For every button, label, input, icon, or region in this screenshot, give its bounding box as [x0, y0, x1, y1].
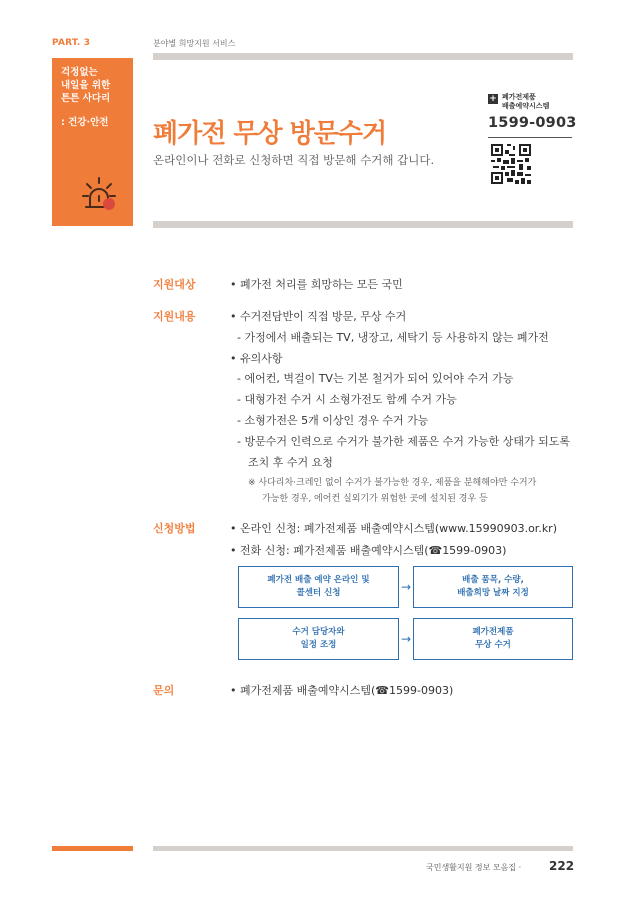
flow-step-4 [413, 618, 573, 660]
sidebar-line-1: 걱정없는 [61, 67, 98, 78]
page-subtitle: 온라인이나 전화로 신청하면 직접 방문해 수거해 갑니다. [153, 153, 435, 167]
page-title: 폐가전 무상 방문수거 [153, 119, 387, 149]
flow-step-1 [238, 566, 399, 608]
content-line-8: 조치 후 수거 요청 [248, 456, 333, 469]
top-divider [153, 53, 573, 60]
apply-line-2: • 전화 신청: 폐가전제품 배출예약시스템(☎1599-0903) [230, 544, 507, 557]
page-number: 222 [549, 859, 575, 873]
footer-accent-bar [52, 846, 133, 851]
content-line-1: • 수거전담반이 직접 방문, 무상 수거 [230, 310, 407, 323]
label-target: 지원대상 [153, 278, 196, 291]
content-line-7: - 방문수거 인력으로 수거가 불가한 제품은 수거 가능한 상태가 되도록 [237, 435, 570, 448]
content-divider [153, 221, 573, 228]
contact-label [502, 93, 549, 111]
flow-step-4-line-2: 무상 수거 [475, 640, 511, 650]
content-line-2: - 가정에서 배출되는 TV, 냉장고, 세탁기 등 사용하지 않는 폐가전 [237, 331, 549, 344]
flow-step-4-line-1: 폐가전제품 [472, 627, 514, 637]
contact-phone: 1599-0903 [488, 115, 577, 131]
content-line-5: - 대형가전 수거 시 소형가전도 함께 수거 가능 [237, 393, 457, 406]
contact-divider [488, 137, 572, 138]
content-line-3: • 유의사항 [230, 352, 283, 365]
inquiry-line-1: • 폐가전제품 배출예약시스템(☎1599-0903) [230, 684, 454, 697]
plus-icon: + [489, 94, 497, 104]
alarm-siren-icon [82, 176, 122, 212]
apply-line-1: • 온라인 신청: 폐가전제품 배출예약시스템(www.15990903.or.kr) [230, 522, 557, 535]
contact-label-2: 배출예약시스템 [502, 102, 550, 110]
content-line-6: - 소형가전은 5개 이상인 경우 수거 가능 [237, 414, 429, 427]
part-label: PART. 3 [52, 38, 91, 48]
flow-step-3 [238, 618, 399, 660]
footer-text: 국민생활지원 정보 모음집 · [426, 863, 522, 872]
contact-label-1: 폐가전제품 [502, 93, 536, 101]
chapter-sidebar [52, 58, 133, 226]
sidebar-line-2: 내일을 위한 [61, 80, 111, 91]
flow-step-2-line-2: 배출희망 날짜 지정 [457, 588, 529, 598]
flow-step-1-line-2: 콜센터 신청 [296, 588, 341, 598]
label-inquiry: 문의 [153, 684, 175, 697]
target-line-1: • 폐가전 처리를 희망하는 모든 국민 [230, 278, 403, 291]
content-line-4: - 에어컨, 벽걸이 TV는 기본 철거가 되어 있어야 수거 가능 [237, 372, 514, 385]
flow-step-2-line-1: 배출 품목, 수량, [462, 575, 524, 585]
flow-step-3-line-2: 일정 조정 [300, 640, 337, 650]
flow-step-1-line-1: 폐가전 배출 예약 온라인 및 [267, 575, 370, 585]
footer-divider [153, 846, 573, 851]
label-apply: 신청방법 [153, 522, 196, 535]
section-title: 분야별 희망지원 서비스 [153, 39, 236, 48]
flow-arrow-1: → [401, 580, 412, 594]
note-line-2: 가능한 경우, 에어컨 실외기가 위험한 곳에 설치된 경우 등 [262, 494, 488, 504]
qr-code-icon[interactable] [491, 144, 531, 184]
flow-step-3-line-1: 수거 담당자와 [292, 627, 345, 637]
label-content: 지원내용 [153, 310, 196, 323]
sidebar-line-4: : 건강·안전 [61, 117, 109, 128]
flow-step-2 [413, 566, 573, 608]
flow-arrow-2: → [401, 632, 412, 646]
sidebar-line-3: 튼튼 사다리 [61, 93, 111, 104]
note-line-1: ※ 사다리차·크레인 없이 수거가 불가능한 경우, 제품을 분해해야만 수거가 [248, 478, 537, 488]
